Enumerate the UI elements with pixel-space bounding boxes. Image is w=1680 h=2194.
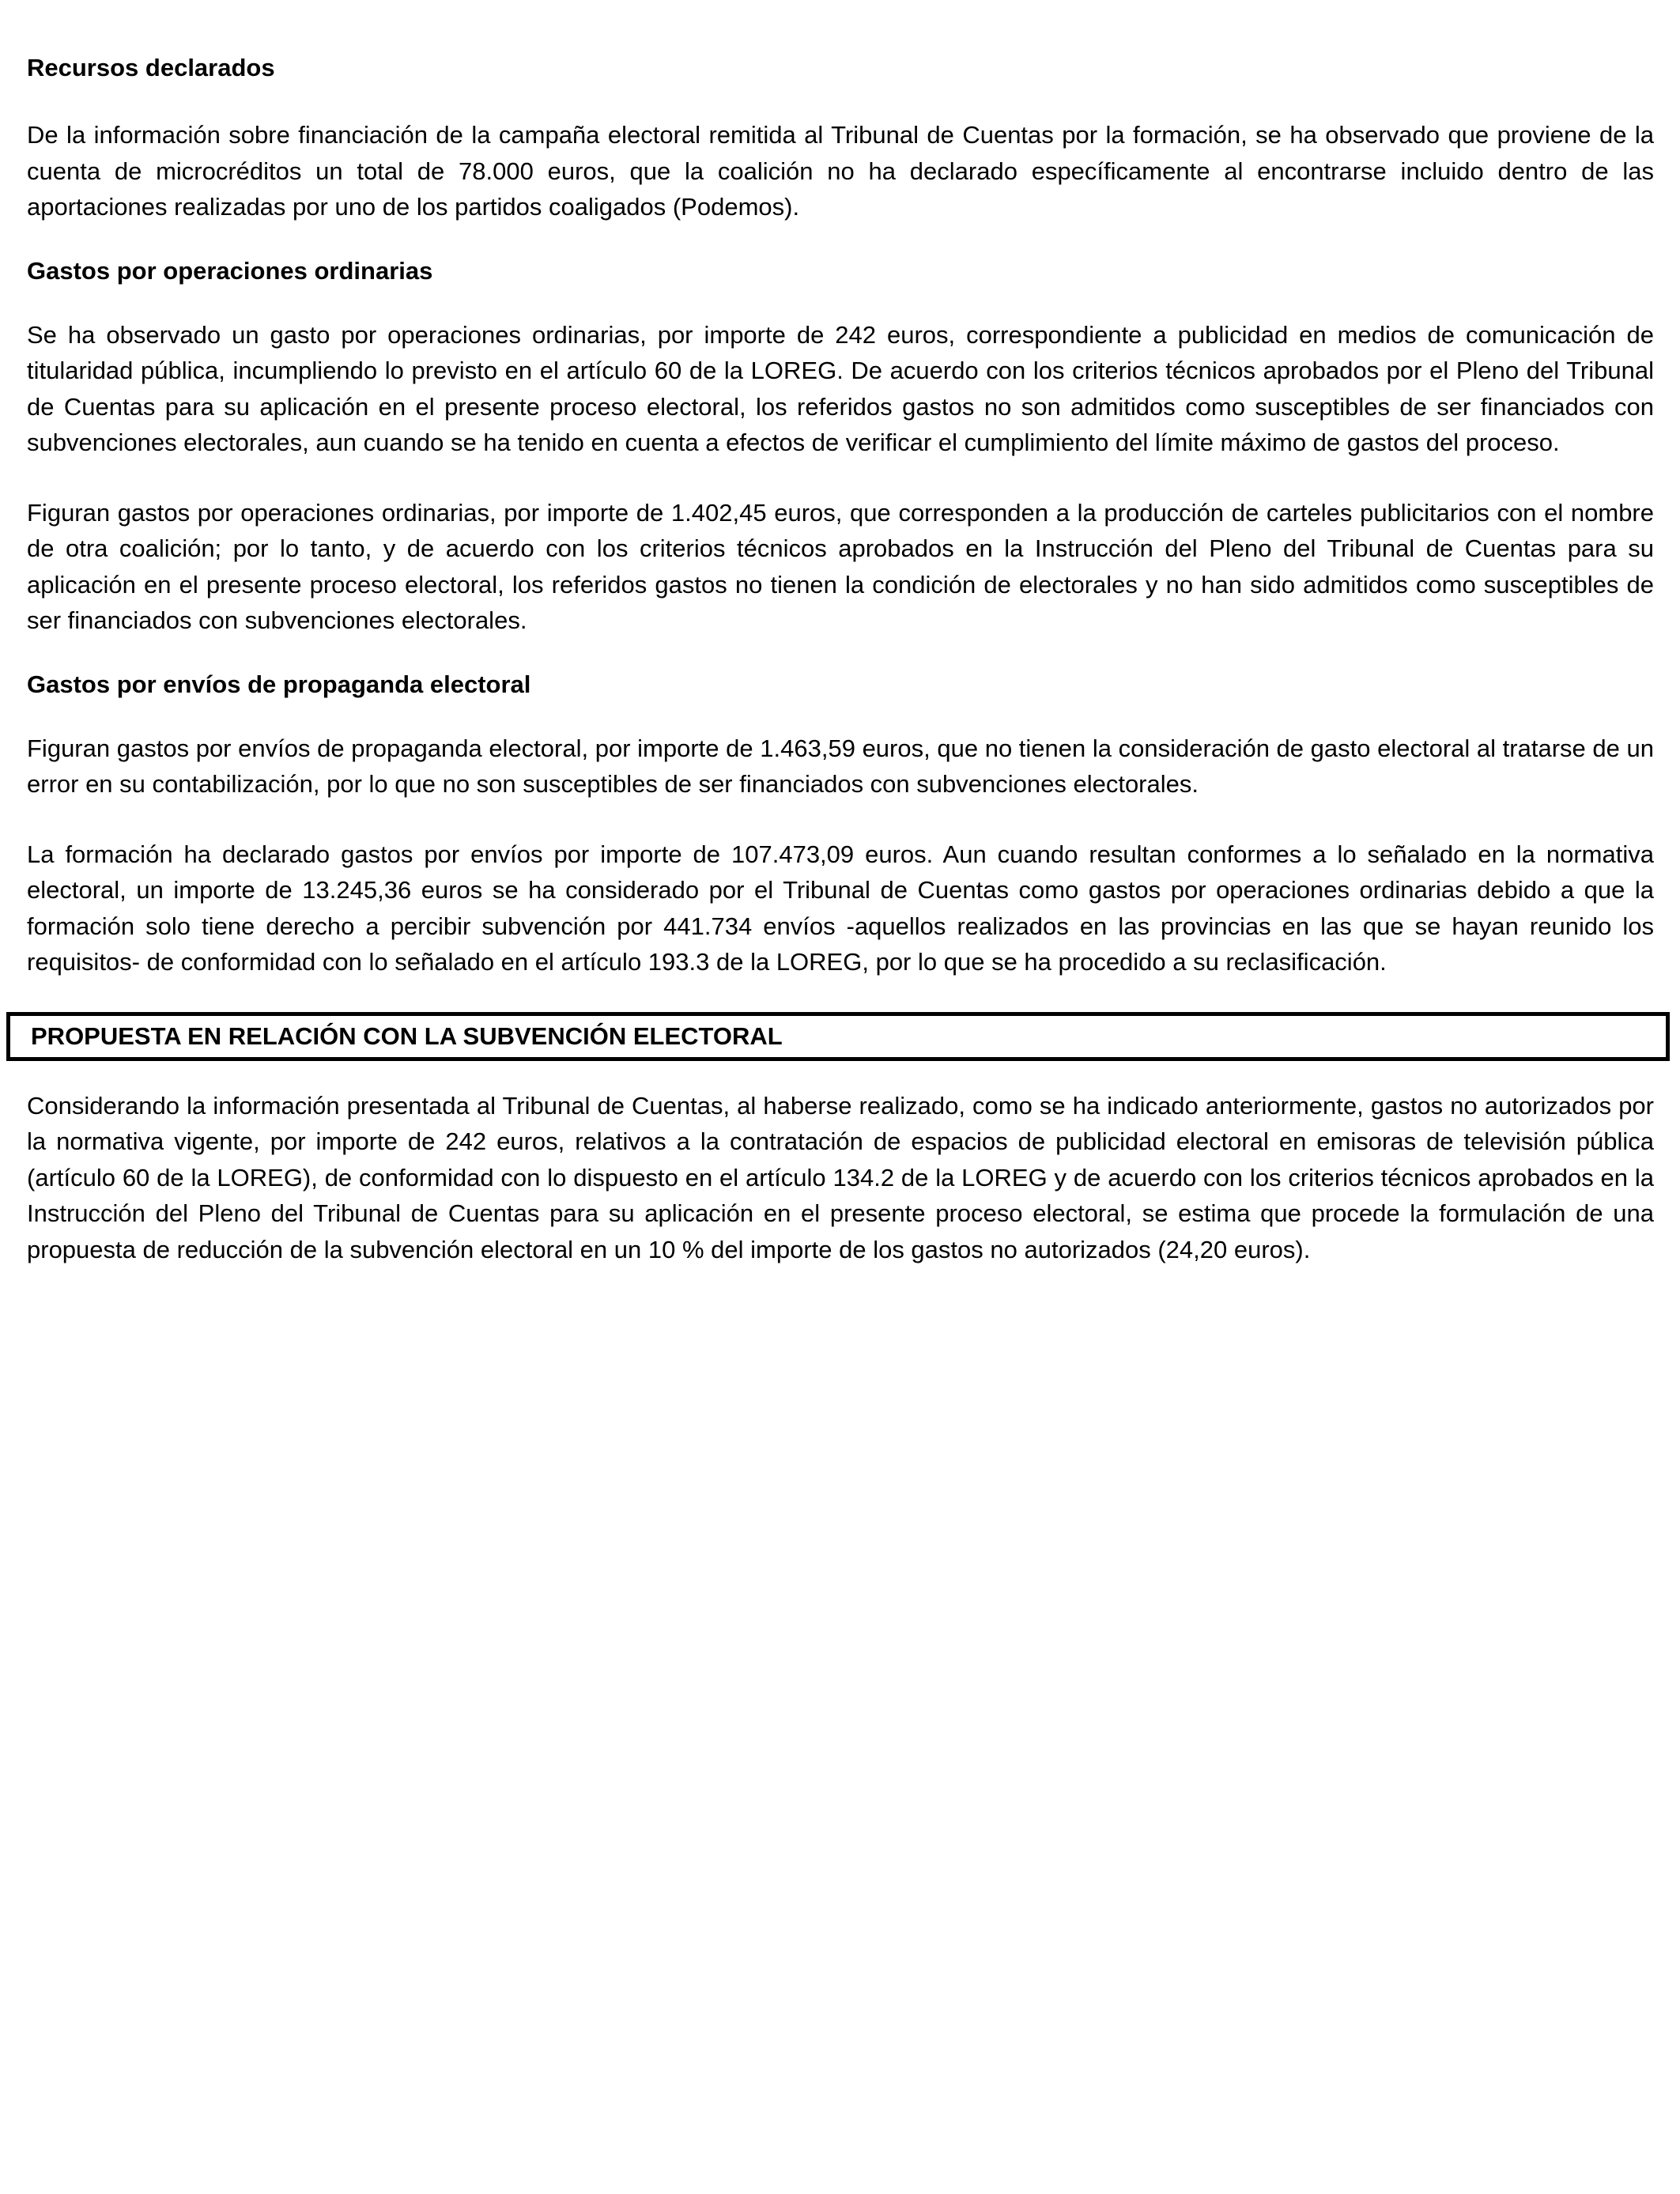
paragraph-gastos-envios-1: Figuran gastos por envíos de propaganda electoral, por importe de 1.463,59 euros, que no tienen la consideración de gasto electoral al tratarse de un error en su contabilización, por lo que no son susceptibles de ser financiados con subvenciones electorales.: [27, 734, 1654, 798]
section-heading-recursos-declarados: Recursos declarados: [27, 54, 275, 81]
section-heading-gastos-operaciones-ordinarias: Gastos por operaciones ordinarias: [27, 256, 433, 285]
section-heading-gastos-envios: Gastos por envíos de propaganda electoral: [27, 670, 531, 698]
paragraph-recursos-1: De la información sobre financiación de la campaña electoral remitida al Tribunal de Cuentas por la formación, se ha observado que proviene de la cuenta de microcréditos un total de 78.000 euros, que la coalición no ha declarado específicamente al encontrarse incluido dentro de las aportaciones realizadas por uno de los partidos coaligados (Podemos).: [27, 121, 1654, 221]
section-heading-propuesta-boxed: PROPUESTA EN RELACIÓN CON LA SUBVENCIÓN ELECTORAL: [6, 1012, 1670, 1061]
document-page: [27, 52, 1654, 1267]
paragraph-propuesta-1: Considerando la información presentada al Tribunal de Cuentas, al haberse realizado, como se ha indicado anteriormente, gastos no autorizados por la normativa vigente, por importe de 242 euros, relativos a la contratación de espacios de publicidad electoral en emisoras de televisión pública (artículo 60 de la LOREG), de conformidad con lo dispuesto en el artículo 134.2 de la LOREG y de acuerdo con los criterios técnicos aprobados en la Instrucción del Pleno del Tribunal de Cuentas para su aplicación en el presente proceso electoral, se estima que procede la formulación de una propuesta de reducción de la subvención electoral en un 10 % del importe de los gastos no autorizados (24,20 euros).: [27, 1091, 1654, 1263]
paragraph-gastos-envios-2: La formación ha declarado gastos por envíos por importe de 107.473,09 euros. Aun cuando resultan conformes a lo señalado en la normativa electoral, un importe de 13.245,36 euros se ha considerado por el Tribunal de Cuentas como gastos por operaciones ordinarias debido a que la formación solo tiene derecho a percibir subvención por 441.734 envíos -aquellos realizados en las provincias en las que se hayan reunido los requisitos- de conformidad con lo señalado en el artículo 193.3 de la LOREG, por lo que se ha procedido a su reclasificación.: [27, 840, 1654, 976]
paragraph-gastos-ordinarias-2: Figuran gastos por operaciones ordinarias, por importe de 1.402,45 euros, que corresponden a la producción de carteles publicitarios con el nombre de otra coalición; por lo tanto, y de acuerdo con los criterios técnicos aprobados en la Instrucción del Pleno del Tribunal de Cuentas para su aplicación en el presente proceso electoral, los referidos gastos no tienen la condición de electorales y no han sido admitidos como susceptibles de ser financiados con subvenciones electorales.: [27, 498, 1654, 634]
paragraph-gastos-ordinarias-1: Se ha observado un gasto por operaciones ordinarias, por importe de 242 euros, correspondiente a publicidad en medios de comunicación de titularidad pública, incumpliendo lo previsto en el artículo 60 de la LOREG. De acuerdo con los criterios técnicos aprobados por el Pleno del Tribunal de Cuentas para su aplicación en el presente proceso electoral, los referidos gastos no son admitidos como susceptibles de ser financiados con subvenciones electorales, aun cuando se ha tenido en cuenta a efectos de verificar el cumplimiento del límite máximo de gastos del proceso.: [27, 320, 1654, 456]
